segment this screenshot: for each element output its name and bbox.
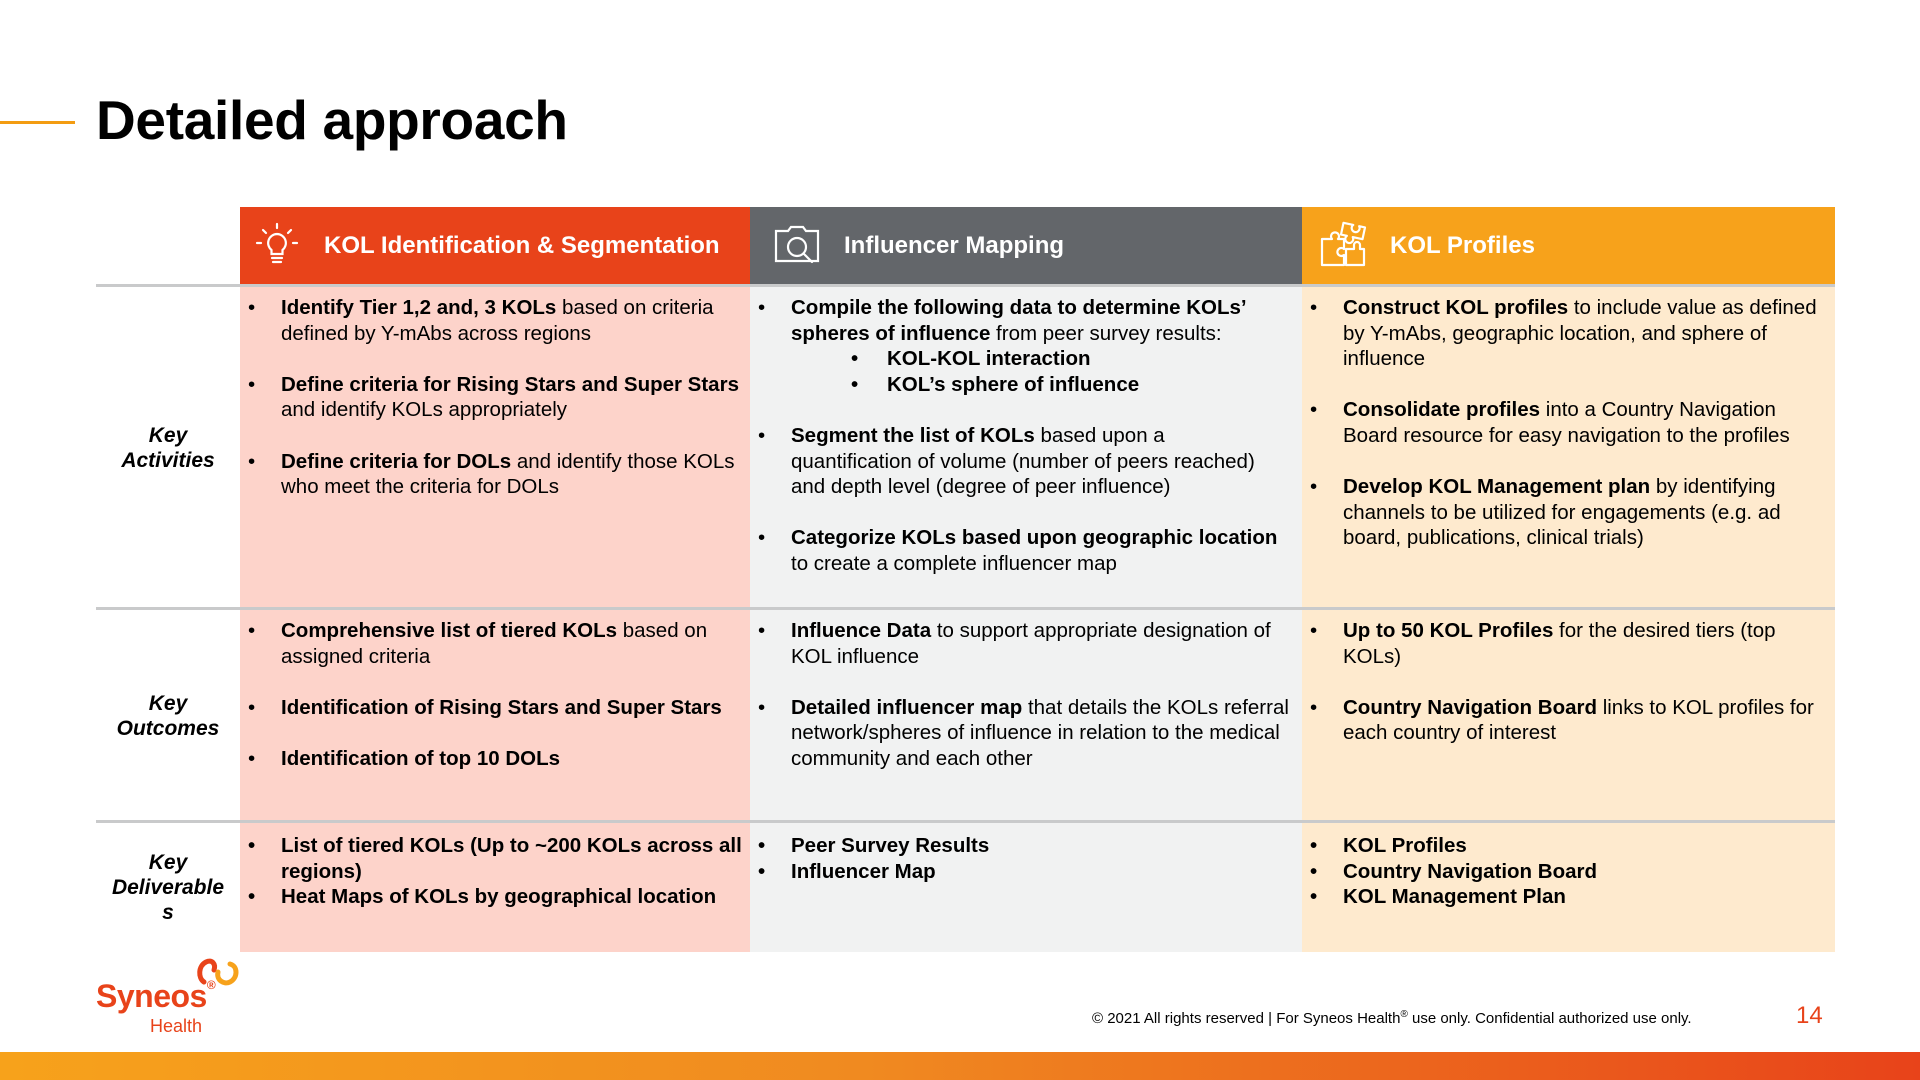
list-item: • KOL Management Plan (1302, 884, 1824, 910)
magnifier-icon (772, 221, 822, 271)
list-item: • List of tiered KOLs (Up to ~200 KOLs across all regions) (240, 833, 750, 884)
row-label-activities: Key Activities (121, 424, 215, 472)
row-divider (96, 820, 1835, 823)
list-item: • Identification of top 10 DOLs (240, 746, 740, 772)
list-item: • Influencer Map (750, 859, 1290, 885)
activities-mapping (750, 295, 1290, 577)
list-item: • Construct KOL profiles to include value as defined by Y-mAbs, geographic location, and sphere of influence (1302, 295, 1824, 372)
row-label-outcomes: Key Outcomes (116, 692, 220, 740)
bottom-gradient-bar (0, 1052, 1920, 1080)
title-accent-rule (0, 121, 75, 124)
activities-identification (240, 295, 748, 500)
list-item: • Categorize KOLs based upon geographic location to create a complete influencer map (750, 525, 1290, 576)
outcomes-profiles (1302, 618, 1824, 746)
list-item: • Country Navigation Board links to KOL profiles for each country of interest (1302, 695, 1824, 746)
activities-profiles (1302, 295, 1824, 551)
list-item: • Peer Survey Results (750, 833, 1290, 859)
sub-list-item: • KOL-KOL interaction (851, 346, 1290, 372)
list-item: • Detailed influencer map that details the KOLs referral network/spheres of influence in relation to the medical community and each other (750, 695, 1290, 772)
puzzle-icon (1318, 221, 1368, 271)
list-item: • Compile the following data to determine KOLs’ spheres of influence from peer survey results: • KOL-KOL interaction • KOL’s sphere of influence (750, 295, 1290, 397)
list-item: • Comprehensive list of tiered KOLs based on assigned criteria (240, 618, 740, 669)
outcomes-identification (240, 618, 740, 772)
lightbulb-icon (252, 221, 302, 271)
list-item: • Consolidate profiles into a Country Navigation Board resource for easy navigation to the profiles (1302, 397, 1824, 448)
header-influencer-mapping (750, 207, 1302, 284)
list-item: • Identify Tier 1,2 and, 3 KOLs based on criteria defined by Y-mAbs across regions (240, 295, 748, 346)
logo-subtitle: Health (150, 1016, 203, 1036)
list-item: • Up to 50 KOL Profiles for the desired tiers (top KOLs) (1302, 618, 1824, 669)
page-title: Detailed approach (96, 89, 568, 151)
list-item: • Define criteria for DOLs and identify those KOLs who meet the criteria for DOLs (240, 449, 748, 500)
header-kol-identification (240, 207, 750, 284)
outcomes-mapping (750, 618, 1290, 772)
row-divider (96, 607, 1835, 610)
list-item: • Develop KOL Management plan by identifying channels to be utilized for engagements (e.g. ad board, publications, clinical trials) (1302, 474, 1824, 551)
list-item: • Define criteria for Rising Stars and Super Stars and identify KOLs appropriately (240, 372, 748, 423)
logo-wordmark: Syneos® (96, 978, 216, 1014)
row-label-deliverables: Key Deliverable s (111, 851, 225, 924)
row-divider (96, 284, 1835, 287)
copyright-notice: © 2021 All rights reserved | For Syneos Health® use only. Confidential authorized use only. (1092, 1009, 1692, 1027)
page-number: 14 (1796, 1002, 1823, 1029)
header-label: KOL Profiles (1390, 231, 1535, 259)
deliverables-identification (240, 833, 750, 910)
list-item: • KOL Profiles (1302, 833, 1824, 859)
deliverables-mapping (750, 833, 1290, 884)
sub-list (851, 346, 1290, 397)
list-item: • Country Navigation Board (1302, 859, 1824, 885)
header-kol-profiles (1302, 207, 1835, 284)
header-label: KOL Identification & Segmentation (324, 231, 720, 259)
sub-list-item: • KOL’s sphere of influence (851, 372, 1290, 398)
header-label: Influencer Mapping (844, 231, 1065, 259)
list-item: • Heat Maps of KOLs by geographical location (240, 884, 750, 910)
list-item: • Identification of Rising Stars and Super Stars (240, 695, 740, 721)
list-item: • Segment the list of KOLs based upon a quantification of volume (number of peers reached) and depth level (degree of peer influence) (750, 423, 1290, 500)
list-item: • Influence Data to support appropriate designation of KOL influence (750, 618, 1290, 669)
deliverables-profiles (1302, 833, 1824, 910)
